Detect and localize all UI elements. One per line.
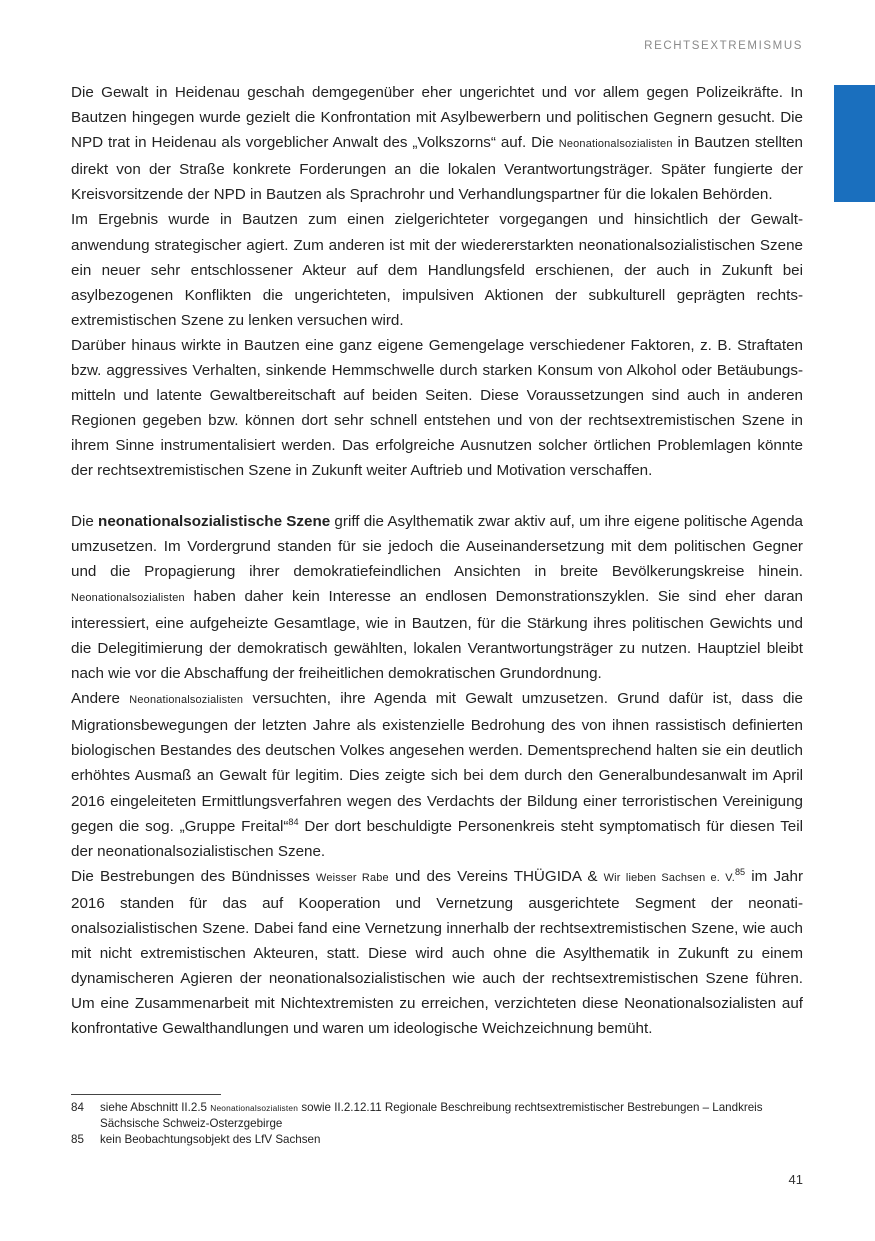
- smallcaps-term: Neonationalsozialisten: [71, 591, 185, 604]
- paragraph-4-text-c: haben daher kein Interesse an endlosen Demonstrationszyklen. Sie sind eher daran interessiert, eine aufgeheizte Gesamtlage, wie in Bautzen, für die Stärkung ihres politischen Gewichts und die Delegitimierung der demokratisch gewählten, lokalen Verantwortungsträger zu nutzen. Hauptziel bleibt nach wie vor die Abschaffung der freiheitlichen demokratischen Grundordnung.: [71, 587, 803, 683]
- footnote-84: [71, 1100, 803, 1132]
- page-number: 41: [788, 1172, 803, 1187]
- paragraph-6-text-b: und des Vereins THÜGIDA &: [388, 867, 604, 885]
- smallcaps-term: Neonationalsozialisten: [558, 138, 673, 151]
- chapter-tab-marker: [834, 85, 875, 202]
- footnote-text-b: sowie II.2.12.11 Regionale Beschreibung rechtsextremistischer Bestrebungen – Landkreis Sächsische Schweiz-Osterzgebirge: [100, 1101, 763, 1130]
- paragraph-5-text-a: Andere: [71, 690, 130, 708]
- footnote-text-a: siehe Abschnitt II.2.5: [100, 1101, 211, 1114]
- paragraph-3: Darüber hinaus wirkte in Bautzen eine ganz eigene Gemengelage verschiedener Faktoren, z. B. Straftaten bzw. aggressives Verhalten, sinkende Hemmschwelle durch starken Konsum von Alkohol oder Betäubungsmitteln und latente Gewaltbereitschaft auf beiden Seiten. Diese Voraussetzungen sind auch in anderen Regionen gegeben bzw. können dort sehr schnell entstehen und von der rechtsextremistischen Szene in ihrem Sinne instrumentalisiert werden. Das erfolgreiche Ausnutzen solcher örtlichen Problemlagen könnte der rechtsextremistischen Szene in Zukunft weiter Auftrieb und Motivation verschaffen.: [71, 336, 803, 480]
- paragraph-4-text-b: griff die Asylthematik zwar aktiv auf, um ihre eigene politische Agenda umzusetzen. Im Vordergrund standen für sie jedoch die Auseinandersetzung mit dem politischen Gegner und die Propagierung ihrer demokratiefeindlichen Ansichten in breite Bevölkerungskreise hinein.: [71, 512, 803, 580]
- footnote-text: [100, 1100, 803, 1132]
- smallcaps-term: Wir lieben Sachsen e. V.: [603, 871, 735, 884]
- footnote-ref-84[interactable]: 84: [288, 816, 299, 827]
- paragraph-5: [71, 686, 803, 864]
- bold-term: neonationalsozialistische Szene: [98, 512, 331, 530]
- paragraph-1: [71, 80, 803, 207]
- smallcaps-term: Weisser Rabe: [316, 871, 389, 884]
- paragraph-6-text-c: im Jahr 2016 standen für das auf Kooperation und Vernetzung ausgerichtete Segment der neonationalsozialistischen Szene. Dabei fand eine Vernetzung innerhalb der rechtsextremistischen Szene, wie auch mit nicht extremistischen Akteuren, statt. Diese wird auch ohne die Asylthematik in Zukunft zu einem dynamischeren Agieren der neonationalsozialistischen wie auch der rechtsextremistischen Szene führen. Um eine Zusammenarbeit mit Nichtextremisten zu erreichen, verzichteten diese Neonationalsozialisten auf konfrontative Gewalthandlungen und waren um ideologische Weichzeichnung bemüht.: [71, 867, 803, 1038]
- paragraph-2: Im Ergebnis wurde in Bautzen zum einen zielgerichteter vorgegangen und hinsichtlich der Gewaltanwendung strategischer agiert. Zum anderen ist mit der wiedererstarkten neonationalsozialistischen Szene ein neuer sehr entschlossener Akteur auf dem Handlungsfeld erschienen, der auch in Zukunft bei asylbezogenen Konflikten die ungerichteten, impulsiven Aktionen der subkulturell geprägten rechtsextremistischen Szene zu lenken versuchen wird.: [71, 211, 803, 329]
- paragraph-6-text-a: Die Bestrebungen des Bündnisses: [71, 867, 317, 885]
- footnote-divider: [71, 1094, 221, 1095]
- smallcaps-term: Neonationalsozialisten: [210, 1103, 299, 1113]
- paragraph-1-text-b: in Bautzen stellten direkt von der Straße konkrete Forderungen an die lokalen Verantwortungsträger. Später fungierte der Kreisvorsitzende der NPD in Bautzen als Sprachrohr und Verhandlungspartner für die lokalen Behörden.: [71, 134, 803, 204]
- paragraph-4-text-a: Die: [71, 512, 99, 530]
- paragraph-5-text-c: Der dort beschuldigte Personenkreis steht symptomatisch für diesen Teil der neonationalsozialistischen Szene.: [71, 817, 803, 860]
- footnote-text: kein Beobachtungsobjekt des LfV Sachsen: [100, 1133, 321, 1146]
- footnote-number: 85: [71, 1133, 84, 1146]
- paragraph-5-text-b: versuchten, ihre Agenda mit Gewalt umzusetzen. Grund dafür ist, dass die Migrationsbewegungen der letzten Jahre als existenzielle Bedrohung des von ihnen rassistisch definierten biologischen Bestandes des deutschen Volkes angesehen werden. Dementsprechend halten sie ein deutlich erhöhtes Ausmaß an Gewalt für legitim. Dies zeigte sich bei dem durch den Generalbundesanwalt im April 2016 eingeleiteten Ermittlungsverfahren wegen des Verdachts der Bildung einer terroristischen Vereinigung gegen die sog. „Gruppe Freital“: [71, 690, 803, 835]
- footnotes: [71, 1100, 803, 1148]
- footnote-ref-85[interactable]: 85: [734, 866, 746, 877]
- main-text: [71, 80, 803, 1041]
- footnote-85: [71, 1132, 803, 1148]
- running-head: RECHTSEXTREMISMUS: [644, 40, 803, 52]
- paragraph-4: [71, 509, 803, 687]
- paragraph-6: [71, 864, 803, 1042]
- footnote-number: 84: [71, 1101, 84, 1114]
- paragraph-1-text-a: Die Gewalt in Heidenau geschah demgegenüber eher ungerichtet und vor allem gegen Polizeikräfte. In Bautzen hingegen wurde gezielt die Konfrontation mit Asylbewerbern und politischen Gegnern gesucht. Die NPD trat in Heidenau als vorgeblicher Anwalt des „Volkszorns“ auf. Die: [71, 84, 803, 152]
- smallcaps-term: Neonationalsozialisten: [129, 694, 244, 707]
